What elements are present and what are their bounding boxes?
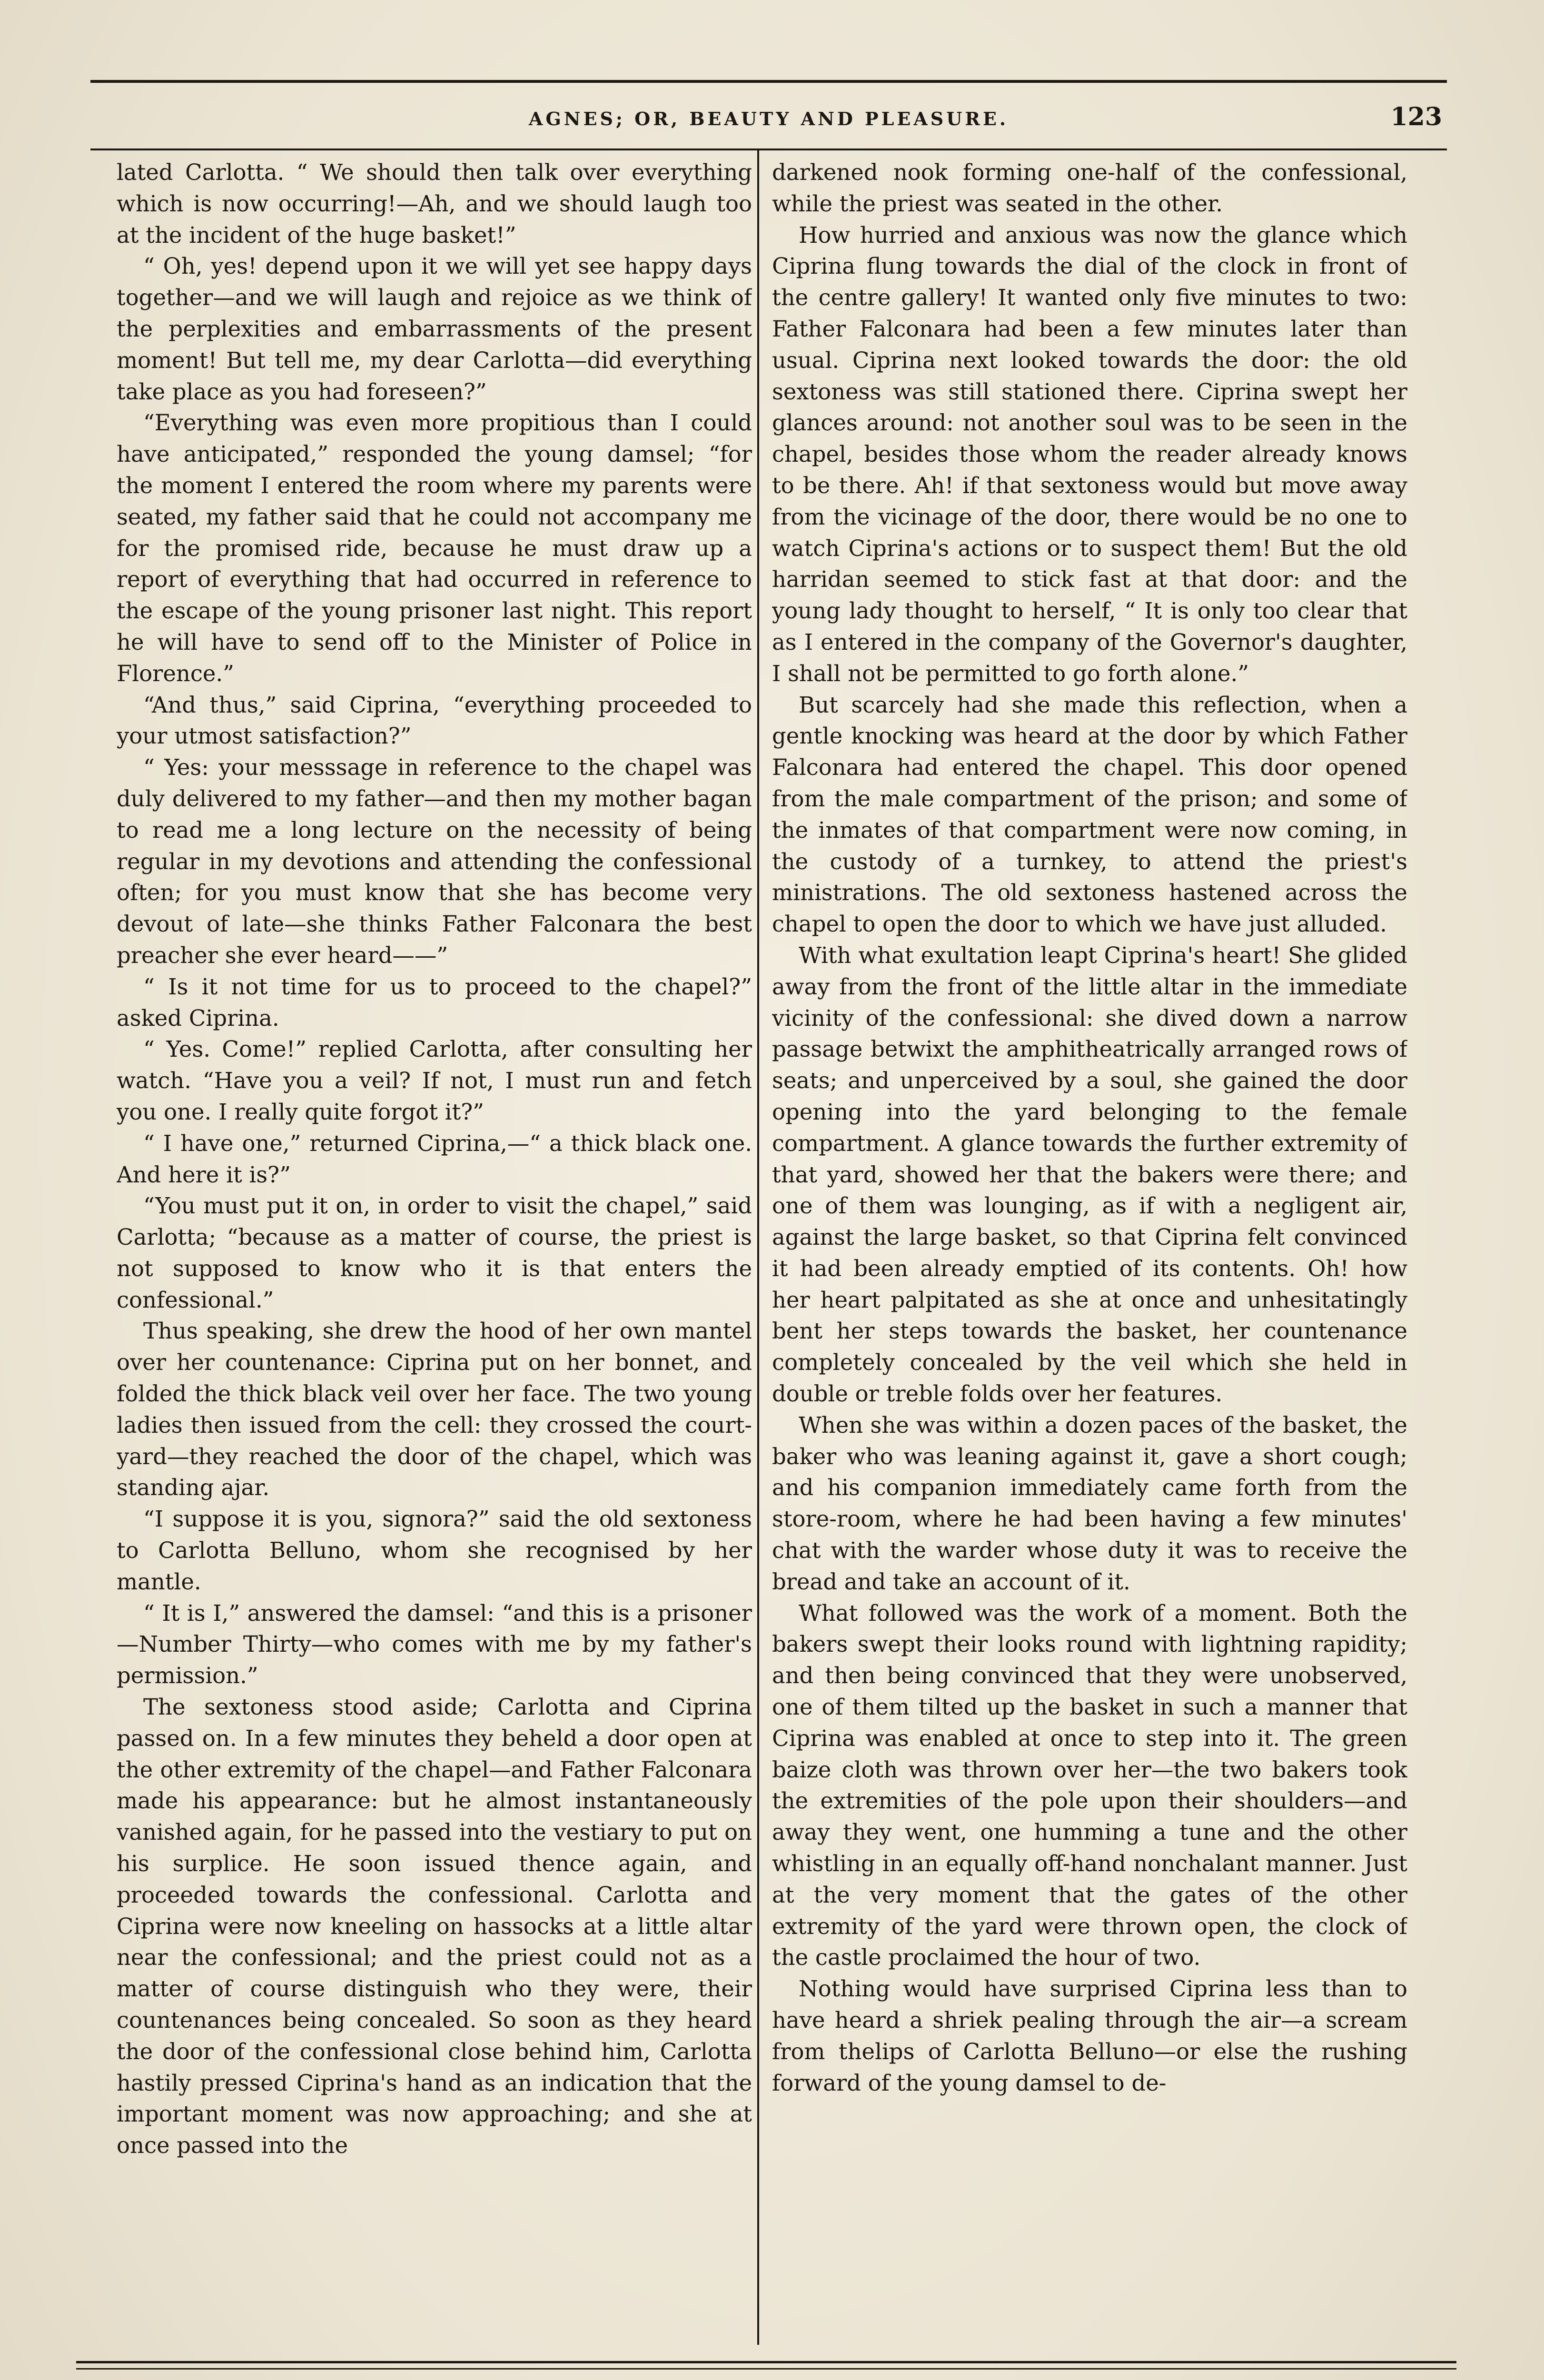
paragraph: darkened nook forming one-half of the confessional, while the priest was seated in the other.	[772, 159, 1407, 217]
paragraph: “ Is it not time for us to proceed to the chapel?” asked Ciprina.	[117, 973, 752, 1031]
paragraph: “You must put it on, in order to visit the chapel,” said Carlotta; “because as a matter of course, the priest is not supposed to know who it is that enters the confessional.”	[117, 1193, 752, 1313]
paragraph: The sextoness stood aside; Carlotta and Ciprina passed on. In a few minutes they beheld a door open at the other extremity of the chapel—and Father Falconara made his appearance: but he almost instantaneously vanished again, for he passed into the vestiary to put on his surplice. He soon issued thence again, and proceeded towards the confessional. Carlotta and Ciprina were now kneeling on hassocks at a little altar near the confessional; and the priest could not as a matter of course distinguish who they were, their countenances being concealed. So soon as they heard the door of the confessional close behind him, Carlotta hastily pressed Ciprina's hand as an indication that the important moment was now approaching; and she at once passed into the	[117, 1694, 752, 2159]
paragraph: lated Carlotta. “ We should then talk over everything which is now occurring!—Ah, and we should laugh too at the incident of the huge basket!”	[117, 159, 752, 248]
paragraph: When she was within a dozen paces of the basket, the baker who was leaning against it, gave a short cough; and his companion immediately came forth from the store-room, where he had been having a few minutes' chat with the warder whose duty it was to receive the bread and take an account of it.	[772, 1412, 1407, 1595]
paragraph: “ Yes: your messsage in reference to the chapel was duly delivered to my father—and then my mother bagan to read me a long lecture on the necessity of being regular in my devotions and attending the confessional often; for you must know that she has become very devout of late—she thinks Father Falconara the best preacher she ever heard——”	[117, 754, 752, 968]
paragraph: Nothing would have surprised Ciprina less than to have heard a shriek pealing through the air—a scream from thelips of Carlotta Belluno—or else the rushing forward of the young damsel to de-	[772, 1976, 1407, 2096]
bottom-rule	[76, 2361, 1456, 2363]
paragraph: Thus speaking, she drew the hood of her own mantel over her countenance: Ciprina put on her bonnet, and folded the thick black veil over her face. The two young ladies then issued from the cell: they crossed the court-yard—they reached the door of the chapel, which was standing ajar.	[117, 1318, 752, 1501]
paragraph: “I suppose it is you, signora?” said the old sextoness to Carlotta Belluno, whom she recognised by her mantle.	[117, 1506, 752, 1595]
header-rule	[90, 149, 1447, 150]
paragraph: How hurried and anxious was now the glance which Ciprina flung towards the dial of the clock in front of the centre gallery! It wanted only five minutes to two: Father Falconara had been a few minutes later than usual. Ciprina next looked towards the door: the old sextoness was still stationed there. Ciprina swept her glances around: not another soul was to be seen in the chapel, besides those whom the reader already knows to be there. Ah! if that sextoness would but move away from the vicinage of the door, there would be no one to watch Ciprina's actions or to suspect them! But the old harridan seemed to stick fast at that door: and the young lady thought to herself, “ It is only too clear that as I entered in the company of the Governor's daughter, I shall not be permitted to go forth alone.”	[772, 222, 1407, 686]
paragraph: With what exultation leapt Ciprina's heart! She glided away from the front of the little altar in the immediate vicinity of the confessional: she dived down a narrow passage betwixt the amphitheatrically arranged rows of seats; and unperceived by a soul, she gained the door opening into the yard belonging to the female compartment. A glance towards the further extremity of that yard, showed her that the bakers were there; and one of them was lounging, as if with a negligent air, against the large basket, so that Ciprina felt convinced it had been already emptied of its contents. Oh! how her heart palpitated as she at once and unhesitatingly bent her steps towards the basket, her countenance completely concealed by the veil which she held in double or treble folds over her features.	[772, 942, 1407, 1407]
paragraph: “ It is I,” answered the damsel: “and this is a prisoner—Number Thirty—who comes with me by my father's permission.”	[117, 1600, 752, 1689]
page-header	[90, 98, 1447, 140]
left-column	[117, 157, 752, 2347]
paragraph: “ I have one,” returned Ciprina,—“ a thick black one. And here it is?”	[117, 1130, 752, 1188]
paragraph: “ Oh, yes! depend upon it we will yet see happy days together—and we will laugh and rejoice as we think of the perplexities and embarrassments of the present moment! But tell me, my dear Carlotta—did everything take place as you had foreseen?”	[117, 253, 752, 405]
paragraph: What followed was the work of a moment. Both the bakers swept their looks round with lightning rapidity; and then being convinced that they were unobserved, one of them tilted up the basket in such a manner that Ciprina was enabled at once to step into it. The green baize cloth was thrown over her—the two bakers took the extremities of the pole upon their shoulders—and away they went, one humming a tune and the other whistling in an equally off-hand nonchalant manner. Just at the very moment that the gates of the other extremity of the yard were thrown open, the clock of the castle proclaimed the hour of two.	[772, 1600, 1407, 1971]
paragraph: But scarcely had she made this reflection, when a gentle knocking was heard at the door by which Father Falconara had entered the chapel. This door opened from the male compartment of the prison; and some of the inmates of that compartment were now coming, in the custody of a turnkey, to attend the priest's ministrations. The old sextoness hastened across the chapel to open the door to which we have just alluded.	[772, 692, 1407, 937]
running-title: AGNES; OR, BEAUTY AND PLEASURE.	[528, 108, 1009, 129]
paragraph: “And thus,” said Ciprina, “everything proceeded to your utmost satisfaction?”	[117, 692, 752, 749]
top-rule	[90, 80, 1447, 83]
page-number: 123	[1390, 102, 1442, 131]
paragraph: “ Yes. Come!” replied Carlotta, after consulting her watch. “Have you a veil? If not, I must run and fetch you one. I really quite forgot it?”	[117, 1036, 752, 1125]
column-divider	[757, 150, 759, 2345]
paragraph: “Everything was even more propitious than I could have anticipated,” responded the young damsel; “for the moment I entered the room where my parents were seated, my father said that he could not accompany me for the promised ride, because he must draw up a report of everything that had occurred in reference to the escape of the young prisoner last night. This report he will have to send off to the Minister of Police in Florence.”	[117, 410, 752, 686]
bottom-rule-thin	[76, 2368, 1456, 2370]
right-column	[772, 157, 1407, 2347]
